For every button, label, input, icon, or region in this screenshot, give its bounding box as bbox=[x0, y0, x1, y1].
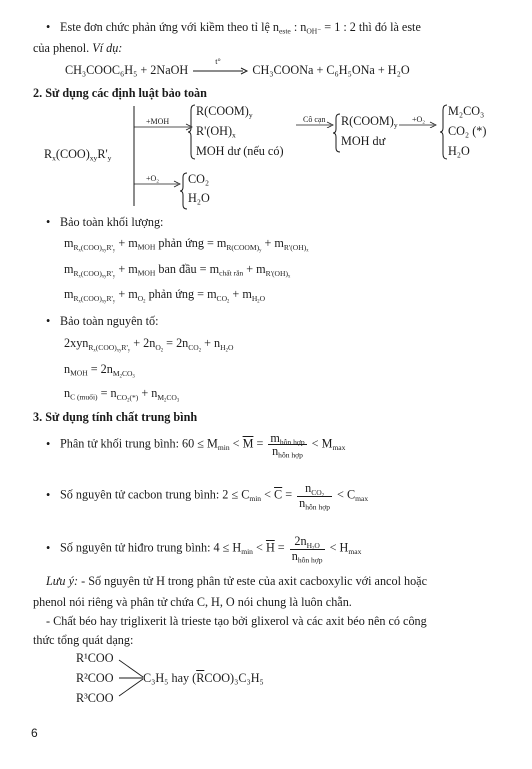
element-equation-2: $n_{MOH} = 2n_{M_2CO_3}$ bbox=[64, 362, 135, 380]
section-2-heading: 2. Sử dụng các định luật bảo toàn bbox=[33, 86, 207, 100]
fat-acyl-3: R³COO bbox=[76, 691, 114, 705]
average-molar-mass: • Phân tử khối trung bình: $60 \le M_{min} < \overline{M}$ = $\frac{m_{hỗn hợp}}{n_{hỗn hợp}}$ < $M_{max}$ bbox=[46, 431, 346, 460]
page-number: 6 bbox=[31, 726, 38, 740]
product-excess-base: MOH dư (nếu có) bbox=[196, 144, 284, 158]
example-label-line: của phenol. Ví dụ: bbox=[33, 41, 123, 55]
burn-co2: CO₂ bbox=[188, 172, 210, 186]
bullet: • bbox=[46, 20, 51, 34]
solid-base: MOH dư bbox=[341, 134, 386, 148]
element-conservation-title: • Bảo toàn nguyên tố: bbox=[46, 314, 159, 328]
reaction-arrow: t° bbox=[191, 66, 249, 76]
note-line-3: - Chất béo hay triglixerit là trieste tạo bởi glixerol và các axit béo nên có công bbox=[46, 614, 427, 628]
combustion-co2: CO₂ (*) bbox=[448, 124, 487, 138]
element-equation-1: $2xyn_{R_x(COO)_{xy}R'_y} + 2n_{O_2} = 2n_{CO_2} + n_{H_2O}$ bbox=[64, 336, 234, 354]
fat-acyl-1: R¹COO bbox=[76, 651, 114, 665]
fat-core-formula: C₃H₅ hay $(\overline{R}COO)_3C_3H_5$ bbox=[143, 671, 264, 685]
brace-left-1 bbox=[188, 104, 196, 160]
product-alcohol: $R'(OH)_x$ bbox=[196, 124, 236, 140]
este-rule-line: • Este đơn chức phản ứng với kiềm theo tỉ lệ $n_{este}$ : $n_{OH^-} = 1$ : 2 thì đó là este bbox=[46, 20, 421, 36]
fat-acyl-2: R²COO bbox=[76, 671, 114, 685]
section-3-heading: 3. Sử dụng tính chất trung bình bbox=[33, 410, 198, 424]
mass-equation-2: $m_{R_x(COO)_{xy}R'_y} + m_{MOH}$ ban đầu = $m_{chất rắn} + m_{R'(OH)_x}$ bbox=[64, 262, 291, 280]
ester-formula: $R_x(COO)_{xy}R'_y$ bbox=[44, 147, 112, 163]
reaction-scheme: $R_x(COO)_{xy}R'_y$ +MOH +O₂ $R(COOM)_y$ $R'(OH)_x$ MOH dư (nếu có) Cô cạn $R(COOM)_y$ MOH dư +O₂ M₂CO₃ CO₂ (*) H₂O CO₂ H₂O bbox=[0, 0, 532, 215]
brace-left-4 bbox=[180, 172, 188, 210]
note-line-4: thức tổng quát dạng: bbox=[33, 633, 134, 647]
brace-left-3 bbox=[440, 104, 448, 160]
combustion-carbonate: M₂CO₃ bbox=[448, 104, 485, 118]
average-hydrogen-count: • Số nguyên tử hiđro trung bình: $4 \le H_{min} < \overline{H}$ = $\frac{2n_{H_2O}}{n_{hỗn hợp}}$ < $H_{max}$ bbox=[46, 534, 362, 565]
product-salt: $R(COOM)_y$ bbox=[196, 104, 253, 120]
solid-salt: $R(COOM)_y$ bbox=[341, 114, 398, 130]
average-carbon-count: • Số nguyên tử cacbon trung bình: $2 \le C_{min} < \overline{C}$ = $\frac{n_{CO_2}}{n_{hỗn hợp}}$ < $C_{max}$ bbox=[46, 481, 369, 512]
example-equation: CH₃COOC₆H₅ + 2NaOH t° CH₃COONa + C₆H₅ONa + H₂O bbox=[65, 57, 410, 77]
brace-left-2 bbox=[333, 113, 341, 153]
mass-conservation-title: • Bảo toàn khối lượng: bbox=[46, 215, 164, 229]
mass-equation-1: $m_{R_x(COO)_{xy}R'_y} + m_{MOH}$ phản ứng = $m_{R(COOM)_y} + m_{R'(OH)_x}$ bbox=[64, 236, 309, 254]
fat-bonds bbox=[118, 656, 146, 700]
note-line-1: Lưu ý: - Số nguyên tử H trong phân tử este của axit cacboxylic với ancol hoặc bbox=[46, 574, 428, 588]
combustion-water: H₂O bbox=[448, 144, 470, 158]
mass-equation-3: $m_{R_x(COO)_{xy}R'_y} + m_{O_2}$ phản ứng = $m_{CO_2} + m_{H_2O}$ bbox=[64, 287, 266, 305]
burn-water: H₂O bbox=[188, 191, 210, 205]
note-line-2: phenol nói riêng và phân tử chứa C, H, O nói chung là luôn chẵn. bbox=[33, 595, 352, 609]
element-equation-3: $n_{C (muối)} = n_{CO_2(*)} + n_{M_2CO_3}$ bbox=[64, 386, 180, 404]
